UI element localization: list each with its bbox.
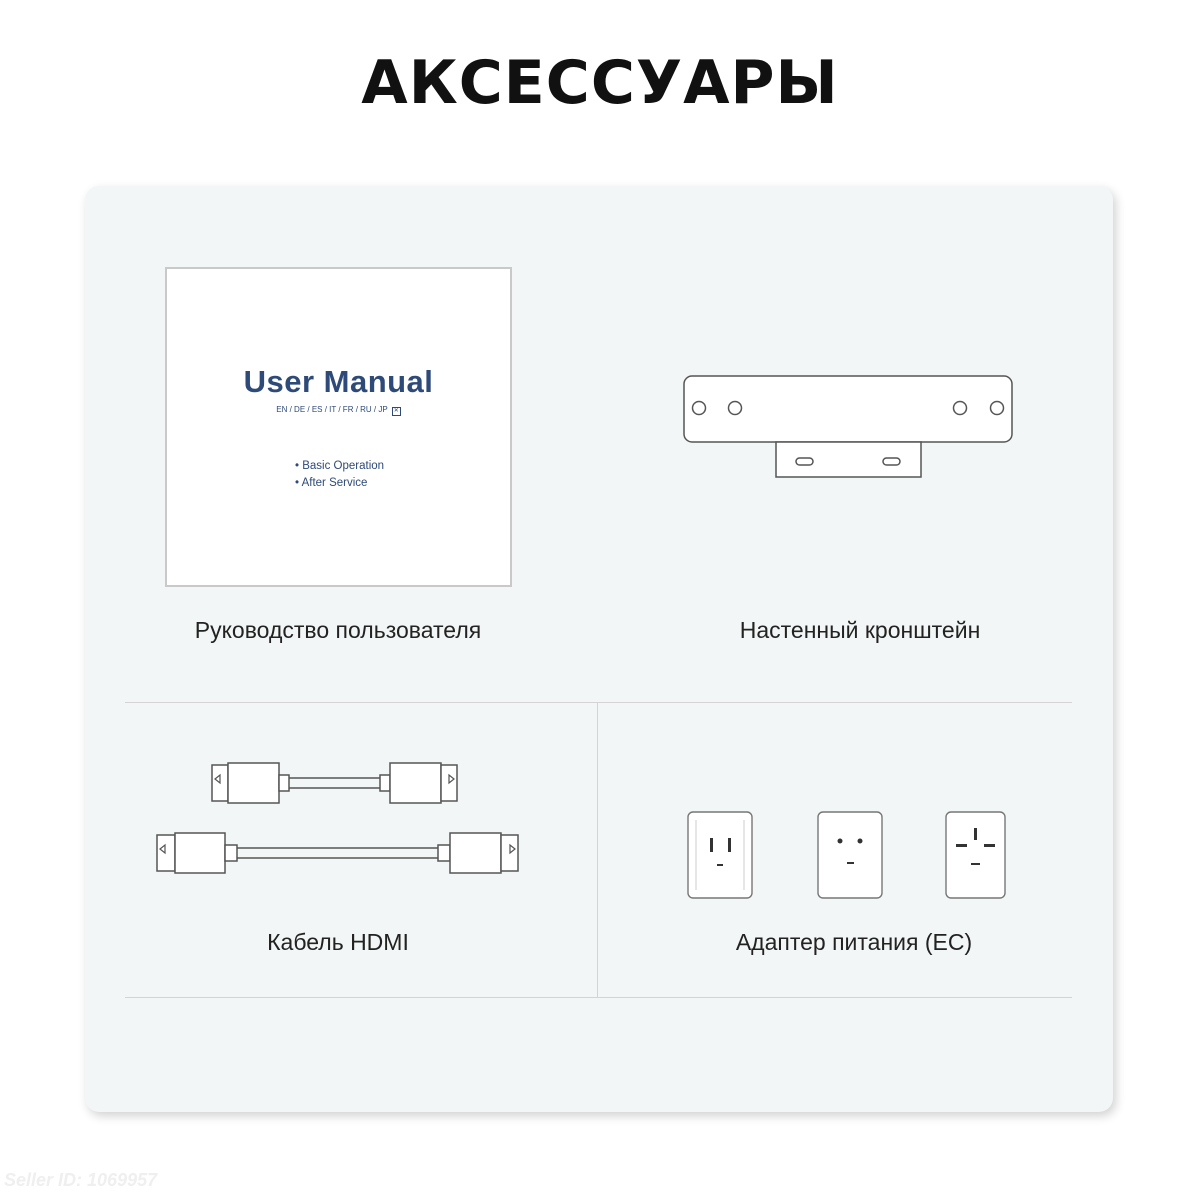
manual-title: User Manual	[243, 364, 434, 399]
manual-item-label: After Service	[301, 477, 368, 489]
page-title: АКСЕССУАРЫ	[361, 48, 839, 118]
caption-hdmi-cable: Кабель HDMI	[267, 929, 409, 955]
caption-power-adapter: Адаптер питания (ЕС)	[735, 929, 973, 955]
manual-item-label: Basic Operation	[302, 460, 385, 472]
seller-watermark: Seller ID: 1069957	[4, 1170, 158, 1190]
manual-lang-badge: ✕	[393, 408, 399, 414]
divider-horizontal-bottom	[125, 997, 1072, 998]
manual-item: • After Service	[295, 477, 368, 489]
caption-user-manual: Руководство пользователя	[194, 617, 482, 643]
power-adapter-icon	[684, 808, 1009, 903]
user-manual-booklet	[165, 267, 512, 587]
manual-contents	[295, 458, 384, 492]
manual-languages-text: EN / DE / ES / IT / FR / RU / JP	[276, 405, 388, 414]
manual-item: • Basic Operation	[295, 460, 385, 472]
hdmi-cable-icon	[150, 755, 530, 885]
wall-bracket-icon	[680, 372, 1020, 482]
divider-vertical	[597, 702, 598, 997]
caption-wall-bracket: Настенный кронштейн	[739, 617, 981, 643]
divider-horizontal-top	[125, 702, 1072, 703]
manual-languages	[167, 405, 510, 416]
